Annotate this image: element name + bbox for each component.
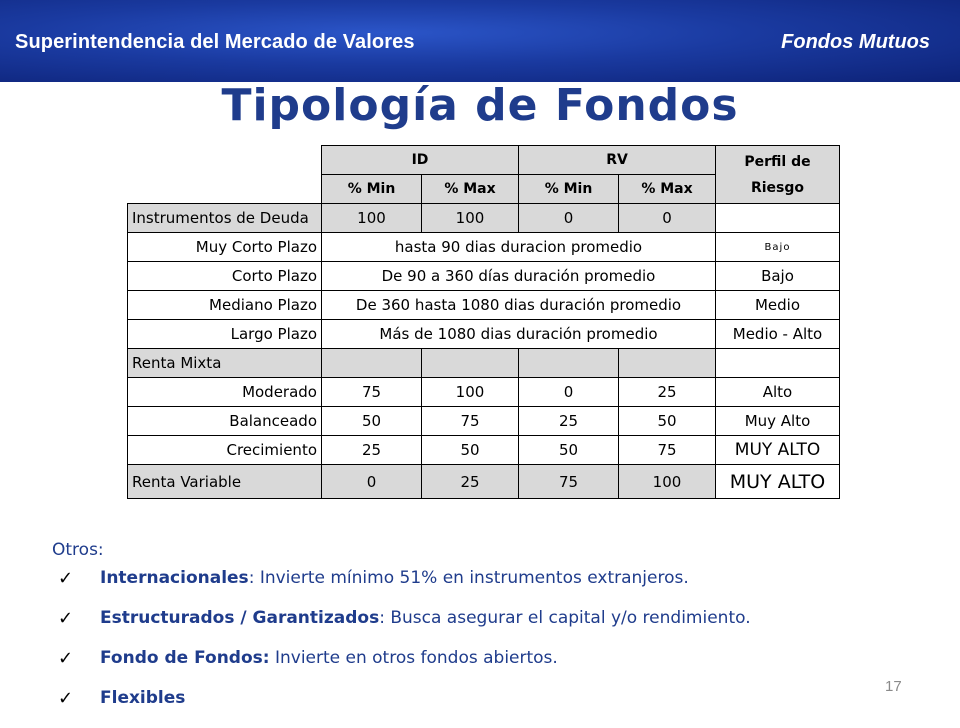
checkmark-icon: ✓ — [58, 688, 74, 709]
risk-profile: Bajo — [716, 233, 840, 262]
page-number: 17 — [885, 678, 902, 695]
rv-min: 0 — [519, 378, 619, 407]
table-row — [128, 349, 840, 378]
checkmark-icon: ✓ — [58, 568, 74, 589]
empty-corner — [128, 146, 322, 175]
rv-min: 50 — [519, 436, 619, 465]
list-item-text — [100, 648, 558, 668]
table-row — [128, 262, 840, 291]
header-rv: RV — [519, 146, 716, 175]
list-item-desc: : Invierte mínimo 51% en instrumentos extranjeros. — [248, 568, 689, 588]
id-min — [322, 349, 422, 378]
duration-description: De 360 hasta 1080 dias duración promedio — [322, 291, 716, 320]
subheader-id-max: % Max — [422, 175, 519, 204]
table-row — [128, 436, 840, 465]
header-risk-profile — [716, 146, 840, 204]
row-label: Renta Variable — [128, 465, 322, 499]
risk-profile: Bajo — [716, 262, 840, 291]
id-min: 75 — [322, 378, 422, 407]
table-row — [128, 465, 840, 499]
risk-header-label: Perfil de Riesgo — [744, 153, 811, 196]
id-min: 0 — [322, 465, 422, 499]
list-item-bold: Flexibles — [100, 688, 186, 708]
id-min: 25 — [322, 436, 422, 465]
list-item-bold: Estructurados / Garantizados — [100, 608, 380, 628]
organization-name: Superintendencia del Mercado de Valores — [15, 31, 415, 53]
list-item-bold: Internacionales — [100, 568, 249, 588]
list-item — [58, 608, 751, 648]
slide-title: Tipología de Fondos — [221, 80, 739, 131]
table-row — [128, 204, 840, 233]
empty-corner — [128, 175, 322, 204]
rv-min: 25 — [519, 407, 619, 436]
rv-min — [519, 349, 619, 378]
checkmark-icon: ✓ — [58, 608, 74, 629]
id-min: 50 — [322, 407, 422, 436]
risk-profile: Muy Alto — [716, 407, 840, 436]
duration-description: hasta 90 dias duracion promedio — [322, 233, 716, 262]
risk-profile: Medio — [716, 291, 840, 320]
risk-profile: MUY ALTO — [716, 465, 840, 499]
subheader-rv-min: % Min — [519, 175, 619, 204]
list-item-text — [100, 688, 185, 708]
fund-typology-table — [127, 145, 840, 499]
row-label: Renta Mixta — [128, 349, 322, 378]
id-max: 100 — [422, 204, 519, 233]
list-item — [58, 648, 751, 688]
id-max: 100 — [422, 378, 519, 407]
risk-profile — [716, 204, 840, 233]
table-row — [128, 291, 840, 320]
checkmark-icon: ✓ — [58, 648, 74, 669]
header-bar — [0, 0, 960, 82]
rv-max: 0 — [619, 204, 716, 233]
risk-profile: Medio - Alto — [716, 320, 840, 349]
row-label: Moderado — [128, 378, 322, 407]
id-min: 100 — [322, 204, 422, 233]
rv-max: 100 — [619, 465, 716, 499]
row-label: Muy Corto Plazo — [128, 233, 322, 262]
rv-max: 75 — [619, 436, 716, 465]
otros-label: Otros: — [52, 540, 104, 560]
rv-min: 0 — [519, 204, 619, 233]
table-row — [128, 233, 840, 262]
risk-profile — [716, 349, 840, 378]
row-label: Crecimiento — [128, 436, 322, 465]
table-row — [128, 320, 840, 349]
list-item-desc: Invierte en otros fondos abiertos. — [269, 648, 558, 668]
rv-max: 50 — [619, 407, 716, 436]
id-max — [422, 349, 519, 378]
header-id: ID — [322, 146, 519, 175]
risk-profile: MUY ALTO — [716, 436, 840, 465]
list-item — [58, 568, 751, 608]
row-label: Mediano Plazo — [128, 291, 322, 320]
row-label: Balanceado — [128, 407, 322, 436]
list-item — [58, 688, 751, 728]
risk-profile: Alto — [716, 378, 840, 407]
table-header-row — [128, 146, 840, 175]
list-item-text — [100, 568, 689, 588]
table-row — [128, 407, 840, 436]
section-name: Fondos Mutuos — [781, 31, 930, 53]
id-max: 75 — [422, 407, 519, 436]
duration-description: Más de 1080 dias duración promedio — [322, 320, 716, 349]
row-label: Largo Plazo — [128, 320, 322, 349]
duration-description: De 90 a 360 días duración promedio — [322, 262, 716, 291]
list-item-text — [100, 608, 751, 628]
subheader-rv-max: % Max — [619, 175, 716, 204]
row-label: Corto Plazo — [128, 262, 322, 291]
rv-max — [619, 349, 716, 378]
list-item-desc: : Busca asegurar el capital y/o rendimiento. — [379, 608, 751, 628]
rv-min: 75 — [519, 465, 619, 499]
rv-max: 25 — [619, 378, 716, 407]
table-row — [128, 378, 840, 407]
id-max: 25 — [422, 465, 519, 499]
subheader-id-min: % Min — [322, 175, 422, 204]
list-item-bold: Fondo de Fondos: — [100, 648, 270, 668]
row-label: Instrumentos de Deuda — [128, 204, 322, 233]
other-fund-types-list — [58, 568, 751, 728]
id-max: 50 — [422, 436, 519, 465]
